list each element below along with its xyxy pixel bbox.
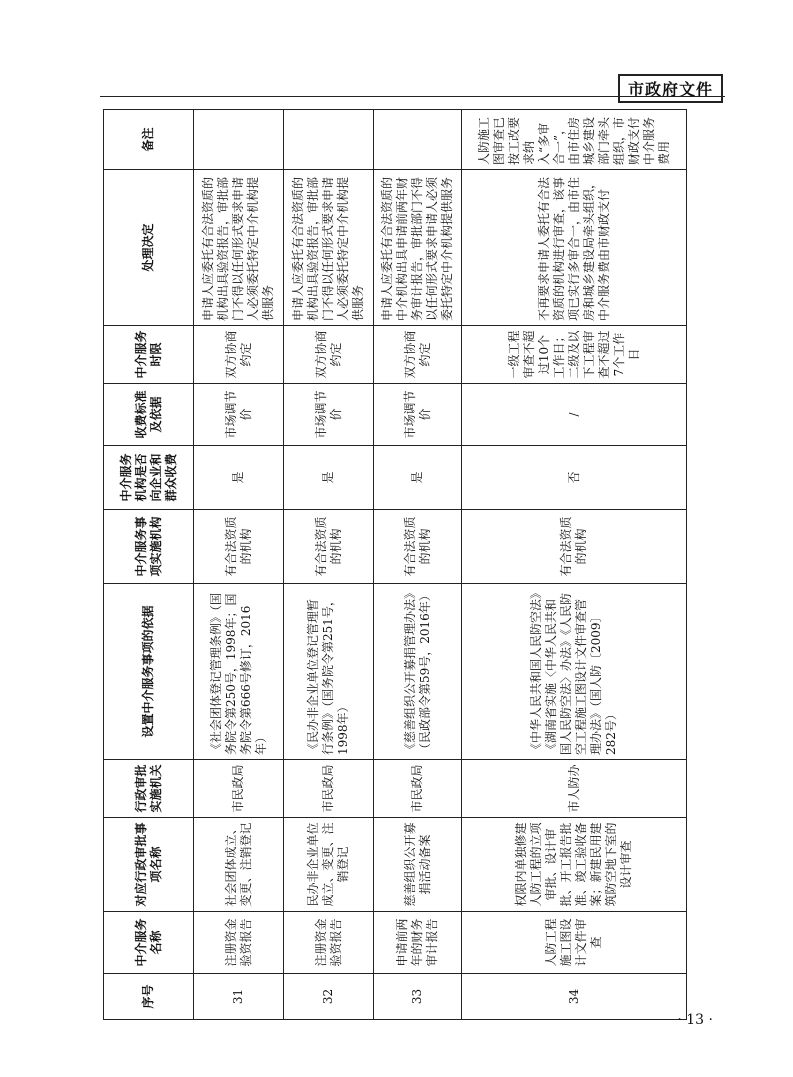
header-note: 备注	[104, 110, 194, 170]
cell-serial: 34	[462, 974, 687, 1020]
cell-fee: 市场调节价	[284, 384, 374, 446]
table-row	[284, 110, 374, 1020]
header-basis: 设置中介服务事项的依据	[104, 584, 194, 760]
cell-fee: 市场调节价	[194, 384, 284, 446]
cell-charge: 是	[284, 446, 374, 510]
cell-approval: 社会团体成立、变更、注销登记	[194, 818, 284, 912]
cell-basis: 《社会团体登记管理条例》（国务院令第250号，1998年；国务院令第666号修订，2016年）	[194, 584, 284, 760]
cell-agency: 有合法资质的机构	[284, 510, 374, 584]
cell-approval: 权限内单独修建人防工程的立项审批、设计审批、开工报告批准、竣工验收备案；新建民用建筑防空地下室的设计审查	[462, 818, 687, 912]
cell-decision: 申请人应委托有合法资质的机构出具验资报告，审批部门不得以任何形式要求申请人必须委托特定中介机构提供服务	[194, 170, 284, 326]
cell-fee: 市场调节价	[374, 384, 462, 446]
cell-agency: 有合法资质的机构	[194, 510, 284, 584]
cell-service: 注册资金验资报告	[284, 912, 374, 974]
cell-serial: 31	[194, 974, 284, 1020]
cell-decision: 申请人应委托有合法资质的机构出具验资报告，审批部门不得以任何形式要求申请人必须委托特定中介机构提供服务	[284, 170, 374, 326]
header-approval-item: 对应行政审批事项名称	[104, 818, 194, 912]
cell-decision: 不再要求申请人委托有合法资质的机构进行审查，该事项已实行多审合一，由市住房和城乡建设局牵头组织，中介服务费由市财政支付	[462, 170, 687, 326]
cell-basis: 《慈善组织公开募捐管理办法》（民政部令第59号，2016年）	[374, 584, 462, 760]
header-rule	[100, 96, 725, 97]
cell-service: 人防工程施工图设计文件审查	[462, 912, 687, 974]
cell-authority: 市民政局	[284, 760, 374, 818]
cell-approval: 慈善组织公开募捐活动备案	[374, 818, 462, 912]
header-time-limit: 中介服务时限	[104, 326, 194, 384]
cell-decision: 申请人应委托有合法资质的中介机构出具申请前两年财务审计报告，审批部门不得以任何形式要求申请人必须委托特定中介机构提供服务	[374, 170, 462, 326]
cell-time-limit: 双方协商约定	[284, 326, 374, 384]
cell-basis: 《民办非企业单位登记管理暂行条例》（国务院令第251号，1998年）	[284, 584, 374, 760]
header-decision: 处理决定	[104, 170, 194, 326]
table-row	[194, 110, 284, 1020]
cell-time-limit: 双方协商约定	[194, 326, 284, 384]
cell-authority: 市人防办	[462, 760, 687, 818]
cell-service: 申请前两年的财务审计报告	[374, 912, 462, 974]
header-charge: 中介服务机构是否向企业和群众收费	[104, 446, 194, 510]
cell-fee: /	[462, 384, 687, 446]
header-agency: 中介服务事项实施机构	[104, 510, 194, 584]
document-category-tag: 市政府文件	[618, 74, 723, 103]
cell-basis: 《中华人民共和国人民防空法》《湖南省实施〈中华人民共和国人民防空法〉办法》《人民防空工程施工图设计文件审查管理办法》（国人防〔2009〕282号）	[462, 584, 687, 760]
cell-authority: 市民政局	[374, 760, 462, 818]
table-row	[374, 110, 462, 1020]
cell-charge: 是	[194, 446, 284, 510]
cell-note	[374, 110, 462, 170]
cell-serial: 33	[374, 974, 462, 1020]
cell-charge: 是	[374, 446, 462, 510]
cell-serial: 32	[284, 974, 374, 1020]
cell-approval: 民办非企业单位成立、变更、注销登记	[284, 818, 374, 912]
cell-charge: 否	[462, 446, 687, 510]
header-fee: 收费标准及依据	[104, 384, 194, 446]
page-number: · 13 ·	[677, 1012, 713, 1028]
header-serial: 序号	[104, 974, 194, 1020]
cell-agency: 有合法资质的机构	[374, 510, 462, 584]
cell-time-limit: 一级工程审查不超过10个工作日；二级及以下工程审查不超过7个工作日	[462, 326, 687, 384]
cell-authority: 市民政局	[194, 760, 284, 818]
cell-agency: 有合法资质的机构	[462, 510, 687, 584]
cell-time-limit: 双方协商约定	[374, 326, 462, 384]
intermediary-service-table	[103, 109, 687, 1020]
cell-service: 注册资金验资报告	[194, 912, 284, 974]
service-table-container	[103, 110, 686, 1020]
header-authority: 行政审批实施机关	[104, 760, 194, 818]
cell-note	[194, 110, 284, 170]
header-service-name: 中介服务名称	[104, 912, 194, 974]
table-header-row	[104, 110, 194, 1020]
cell-note: 人防施工图审查已按工改要求纳入“多审合一”，由市住房城乡建设部门牵头组织，市财政支付中介服务费用	[462, 110, 687, 170]
table-row	[462, 110, 687, 1020]
cell-note	[284, 110, 374, 170]
